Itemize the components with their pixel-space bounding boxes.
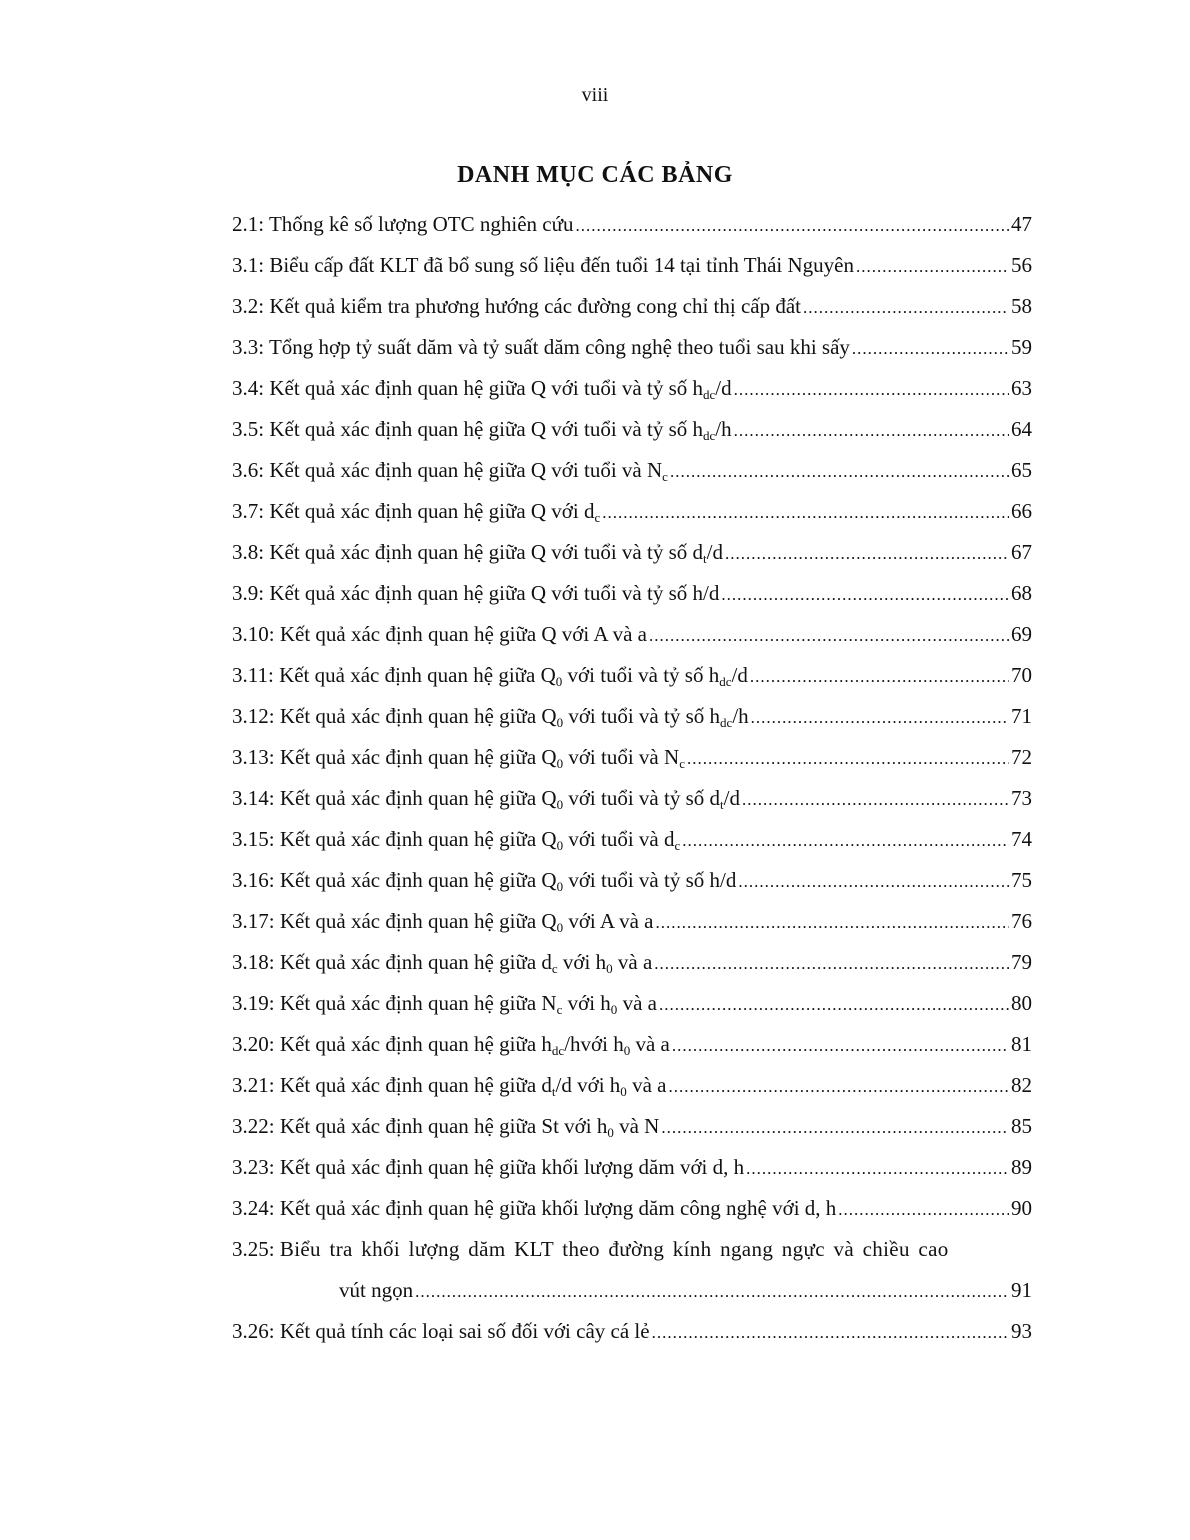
toc-entry[interactable]: 3.10: Kết quả xác định quan hệ giữa Q với A và a ..... 69 <box>232 622 1032 663</box>
leader-dots <box>659 995 1009 1015</box>
toc-entry[interactable]: 3.23: Kết quả xác định quan hệ giữa khối lượng dăm với d, h ..... 89 <box>232 1155 1032 1196</box>
entry-page-number: 74 <box>1011 827 1032 851</box>
entry-page-number: 76 <box>1011 909 1032 933</box>
entry-page-number: 70 <box>1011 663 1032 687</box>
leader-dots <box>742 790 1009 810</box>
leader-dots <box>803 298 1009 318</box>
leader-dots <box>856 257 1009 277</box>
leader-dots <box>670 462 1009 482</box>
toc-entry[interactable]: 3.13: Kết quả xác định quan hệ giữa $Q_0$ với tuổi và $N_c$ ..... 72 <box>232 745 1032 786</box>
toc-entry[interactable]: 3.6: Kết quả xác định quan hệ giữa Q với tuổi và $N_c$ ..... 65 <box>232 458 1032 499</box>
entry-page-number: 91 <box>1011 1278 1032 1302</box>
entry-page-number: 82 <box>1011 1073 1032 1097</box>
leader-dots <box>751 708 1009 728</box>
leader-dots <box>738 872 1009 892</box>
entry-page-number: 63 <box>1011 376 1032 400</box>
entry-page-number: 81 <box>1011 1032 1032 1056</box>
entry-page-number: 93 <box>1011 1319 1032 1343</box>
leader-dots <box>721 585 1009 605</box>
leader-dots <box>734 421 1009 441</box>
page-title: DANH MỤC CÁC BẢNG <box>457 162 733 188</box>
toc-entry[interactable]: 3.9: Kết quả xác định quan hệ giữa Q với tuổi và tỷ số h/d ..... 68 <box>232 581 1032 622</box>
toc-entry[interactable]: 3.11: Kết quả xác định quan hệ giữa $Q_0$ với tuổi và tỷ số $h_{dc}/d$ ..... 70 <box>232 663 1032 704</box>
entry-page-number: 65 <box>1011 458 1032 482</box>
leader-dots <box>652 1323 1009 1343</box>
entry-page-number: 85 <box>1011 1114 1032 1138</box>
toc-entry[interactable]: 3.12: Kết quả xác định quan hệ giữa $Q_0$ với tuổi và tỷ số $h_{dc}/h$ ..... 71 <box>232 704 1032 745</box>
toc-entry[interactable]: 3.1: Biểu cấp đất KLT đã bổ sung số liệu đến tuổi 14 tại tỉnh Thái Nguyên ..... 56 <box>232 253 1032 294</box>
entry-page-number: 59 <box>1011 335 1032 359</box>
leader-dots <box>602 503 1009 523</box>
entry-page-number: 66 <box>1011 499 1032 523</box>
leader-dots <box>852 339 1009 359</box>
toc-entry[interactable]: 3.3: Tổng hợp tỷ suất dăm và tỷ suất dăm công nghệ theo tuổi sau khi sấy ..... 59 <box>232 335 1032 376</box>
entry-page-number: 80 <box>1011 991 1032 1015</box>
entry-page-number: 73 <box>1011 786 1032 810</box>
leader-dots <box>838 1200 1009 1220</box>
toc-entry[interactable]: 3.2: Kết quả kiểm tra phương hướng các đường cong chỉ thị cấp đất ..... 58 <box>232 294 1032 335</box>
toc-entry[interactable]: 3.4: Kết quả xác định quan hệ giữa Q với tuổi và tỷ số $h_{dc}/d$ ..... 63 <box>232 376 1032 417</box>
table-list <box>232 212 1032 1360</box>
toc-entry[interactable]: 3.14: Kết quả xác định quan hệ giữa $Q_0$ với tuổi và tỷ số $d_t/d$ ..... 73 <box>232 786 1032 827</box>
leader-dots <box>687 749 1009 769</box>
leader-dots <box>734 380 1009 400</box>
entry-page-number: 58 <box>1011 294 1032 318</box>
toc-entry[interactable]: 3.16: Kết quả xác định quan hệ giữa $Q_0$ với tuổi và tỷ số h/d ..... 75 <box>232 868 1032 909</box>
leader-dots <box>661 1118 1009 1138</box>
entry-page-number: 72 <box>1011 745 1032 769</box>
leader-dots <box>575 216 1009 236</box>
leader-dots <box>654 954 1009 974</box>
entry-page-number: 79 <box>1011 950 1032 974</box>
toc-entry[interactable]: 3.22: Kết quả xác định quan hệ giữa St với $h_0$ và N ..... 85 <box>232 1114 1032 1155</box>
toc-entry-continuation[interactable]: vút ngọn ..... 91 <box>232 1278 1032 1319</box>
leader-dots <box>656 913 1009 933</box>
toc-entry[interactable]: 3.25: Biểu tra khối lượng dăm KLT theo đường kính ngang ngực và chiều cao <box>232 1237 949 1261</box>
page-number: viii <box>581 84 609 106</box>
entry-page-number: 69 <box>1011 622 1032 646</box>
leader-dots <box>668 1077 1009 1097</box>
leader-dots <box>725 544 1009 564</box>
toc-entry[interactable]: 3.24: Kết quả xác định quan hệ giữa khối lượng dăm công nghệ với d, h ..... 90 <box>232 1196 1032 1237</box>
entry-page-number: 75 <box>1011 868 1032 892</box>
leader-dots <box>682 831 1009 851</box>
entry-page-number: 90 <box>1011 1196 1032 1220</box>
entry-page-number: 64 <box>1011 417 1032 441</box>
toc-entry[interactable]: 2.1: Thống kê số lượng OTC nghiên cứu ..... 47 <box>232 212 1032 253</box>
leader-dots <box>672 1036 1009 1056</box>
entry-page-number: 47 <box>1011 212 1032 236</box>
toc-entry[interactable]: 3.19: Kết quả xác định quan hệ giữa $N_c$ với $h_0$ và a ..... 80 <box>232 991 1032 1032</box>
leader-dots <box>746 1159 1009 1179</box>
toc-entry[interactable]: 3.18: Kết quả xác định quan hệ giữa $d_c$ với $h_0$ và a ..... 79 <box>232 950 1032 991</box>
toc-entry[interactable]: 3.5: Kết quả xác định quan hệ giữa Q với tuổi và tỷ số $h_{dc}/h$ ..... 64 <box>232 417 1032 458</box>
toc-entry[interactable]: 3.20: Kết quả xác định quan hệ giữa $h_{dc}$/hvới $h_0$ và a ..... 81 <box>232 1032 1032 1073</box>
toc-entry[interactable]: 3.7: Kết quả xác định quan hệ giữa Q với $d_c$ ..... 66 <box>232 499 1032 540</box>
entry-page-number: 56 <box>1011 253 1032 277</box>
entry-page-number: 71 <box>1011 704 1032 728</box>
entry-page-number: 67 <box>1011 540 1032 564</box>
toc-entry[interactable]: 3.8: Kết quả xác định quan hệ giữa Q với tuổi và tỷ số $d_t/d$ ..... 67 <box>232 540 1032 581</box>
toc-entry[interactable]: 3.15: Kết quả xác định quan hệ giữa $Q_0$ với tuổi và $d_c$ ..... 74 <box>232 827 1032 868</box>
leader-dots <box>649 626 1009 646</box>
entry-page-number: 89 <box>1011 1155 1032 1179</box>
toc-entry[interactable]: 3.21: Kết quả xác định quan hệ giữa $d_t/d$ với $h_0$ và a ..... 82 <box>232 1073 1032 1114</box>
entry-page-number: 68 <box>1011 581 1032 605</box>
toc-entry[interactable]: 3.26: Kết quả tính các loại sai số đối với cây cá lẻ ..... 93 <box>232 1319 1032 1360</box>
leader-dots <box>750 667 1009 687</box>
toc-entry[interactable]: 3.17: Kết quả xác định quan hệ giữa $Q_0$ với A và a ..... 76 <box>232 909 1032 950</box>
leader-dots <box>415 1282 1009 1302</box>
